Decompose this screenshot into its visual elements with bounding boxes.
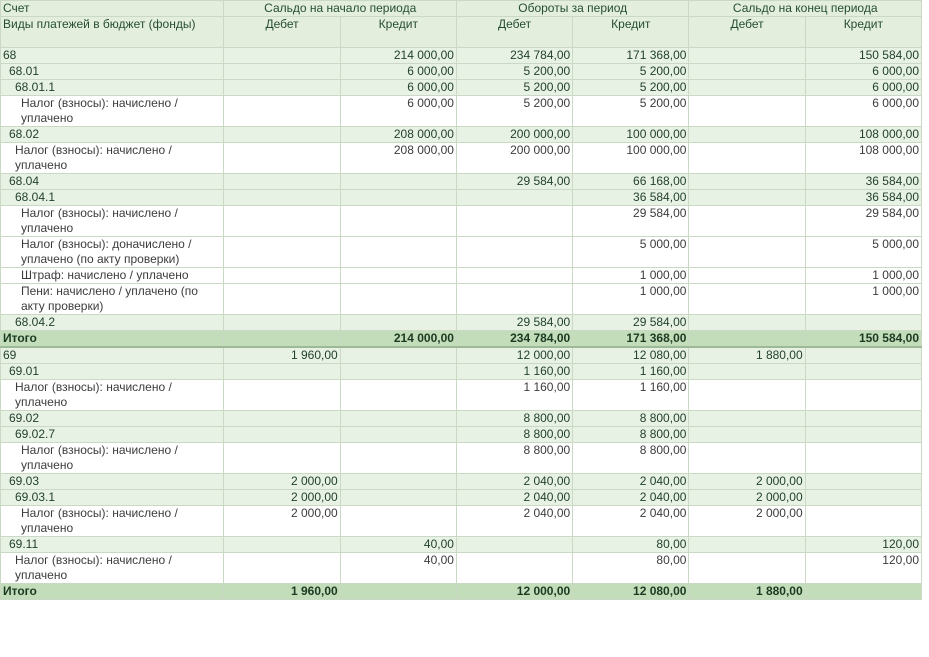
cell-turnover-debit: 12 000,00 [456,347,572,364]
account-row [1,190,922,206]
cell-closing-debit [689,268,805,284]
cell-opening-debit [224,427,340,443]
cell-opening-credit [340,584,456,600]
row-label: Налог (взносы): начислено / уплачено [1,553,224,584]
header-closing-balance: Сальдо на конец периода [689,1,922,17]
cell-opening-debit: 2 000,00 [224,490,340,506]
cell-opening-debit [224,190,340,206]
cell-turnover-debit: 5 200,00 [456,64,572,80]
account-row [1,315,922,331]
cell-closing-debit [689,96,805,127]
cell-opening-credit [340,347,456,364]
cell-opening-credit [340,411,456,427]
cell-opening-credit: 40,00 [340,553,456,584]
detail-row [1,143,922,174]
cell-opening-credit: 214 000,00 [340,48,456,64]
cell-closing-credit: 1 000,00 [805,284,921,315]
cell-turnover-credit: 29 584,00 [573,315,689,331]
cell-turnover-debit: 1 160,00 [456,364,572,380]
cell-turnover-debit: 2 040,00 [456,506,572,537]
header-turnover-credit: Кредит [573,17,689,48]
cell-closing-credit [805,427,921,443]
cell-closing-credit: 6 000,00 [805,96,921,127]
cell-turnover-credit: 12 080,00 [573,584,689,600]
account-row [1,174,922,190]
cell-closing-debit [689,443,805,474]
cell-opening-credit [340,284,456,315]
cell-turnover-credit: 5 000,00 [573,237,689,268]
cell-opening-debit [224,143,340,174]
cell-opening-credit: 214 000,00 [340,331,456,348]
cell-turnover-debit: 234 784,00 [456,331,572,348]
cell-opening-debit [224,64,340,80]
cell-closing-credit [805,490,921,506]
cell-closing-debit: 1 880,00 [689,347,805,364]
cell-opening-credit [340,474,456,490]
cell-closing-debit [689,80,805,96]
cell-closing-credit [805,315,921,331]
total-row [1,584,922,600]
row-label: Налог (взносы): начислено / уплачено [1,206,224,237]
cell-closing-credit: 120,00 [805,553,921,584]
row-label: 68.01.1 [1,80,224,96]
table-body [1,48,922,600]
cell-turnover-debit [456,206,572,237]
cell-opening-credit [340,506,456,537]
cell-opening-credit [340,206,456,237]
cell-opening-debit: 1 960,00 [224,347,340,364]
cell-turnover-debit [456,190,572,206]
cell-turnover-debit: 8 800,00 [456,427,572,443]
detail-row [1,268,922,284]
cell-turnover-debit [456,553,572,584]
cell-opening-credit: 40,00 [340,537,456,553]
row-label: Налог (взносы): начислено / уплачено [1,443,224,474]
cell-closing-debit [689,380,805,411]
cell-opening-credit [340,237,456,268]
cell-turnover-credit: 5 200,00 [573,96,689,127]
header-account: Счет [1,1,224,17]
row-label: 69.11 [1,537,224,553]
row-label: Налог (взносы): начислено / уплачено [1,96,224,127]
cell-turnover-credit: 1 160,00 [573,364,689,380]
row-label: Налог (взносы): доначислено / уплачено (по акту проверки) [1,237,224,268]
cell-closing-debit [689,127,805,143]
cell-closing-credit: 6 000,00 [805,64,921,80]
cell-closing-debit [689,206,805,237]
row-label: 69.02.7 [1,427,224,443]
cell-turnover-debit [456,237,572,268]
cell-closing-credit: 36 584,00 [805,174,921,190]
detail-row [1,443,922,474]
cell-turnover-debit: 29 584,00 [456,174,572,190]
cell-closing-credit [805,506,921,537]
cell-closing-credit: 150 584,00 [805,48,921,64]
cell-opening-debit [224,174,340,190]
cell-opening-debit [224,237,340,268]
cell-opening-credit [340,443,456,474]
cell-closing-debit: 2 000,00 [689,506,805,537]
header-row-1 [1,1,922,17]
cell-turnover-debit: 200 000,00 [456,127,572,143]
cell-turnover-credit: 80,00 [573,537,689,553]
row-label: 69.01 [1,364,224,380]
cell-turnover-credit: 1 000,00 [573,284,689,315]
cell-closing-credit: 108 000,00 [805,127,921,143]
detail-row [1,96,922,127]
cell-turnover-credit: 36 584,00 [573,190,689,206]
cell-turnover-credit: 171 368,00 [573,48,689,64]
row-label: 68.01 [1,64,224,80]
cell-opening-debit [224,315,340,331]
account-row [1,427,922,443]
account-row [1,347,922,364]
detail-row [1,506,922,537]
cell-turnover-debit: 5 200,00 [456,96,572,127]
cell-opening-debit [224,96,340,127]
account-row [1,80,922,96]
cell-turnover-credit: 80,00 [573,553,689,584]
cell-opening-debit [224,364,340,380]
cell-opening-debit [224,127,340,143]
cell-closing-debit: 1 880,00 [689,584,805,600]
cell-closing-credit [805,347,921,364]
cell-closing-credit: 36 584,00 [805,190,921,206]
total-row [1,331,922,348]
cell-turnover-credit: 8 800,00 [573,411,689,427]
row-label: 68 [1,48,224,64]
cell-closing-debit [689,553,805,584]
row-label: Штраф: начислено / уплачено [1,268,224,284]
detail-row [1,237,922,268]
header-turnover: Обороты за период [456,1,688,17]
row-label: 69.02 [1,411,224,427]
cell-closing-debit [689,331,805,348]
cell-closing-credit [805,364,921,380]
cell-closing-credit [805,474,921,490]
cell-opening-credit: 208 000,00 [340,127,456,143]
row-label: 68.04.2 [1,315,224,331]
cell-opening-debit: 1 960,00 [224,584,340,600]
cell-turnover-debit: 8 800,00 [456,411,572,427]
cell-closing-credit: 108 000,00 [805,143,921,174]
cell-turnover-debit [456,268,572,284]
cell-opening-debit [224,80,340,96]
account-row [1,411,922,427]
account-row [1,127,922,143]
cell-closing-debit [689,537,805,553]
cell-opening-credit [340,268,456,284]
cell-opening-debit [224,331,340,348]
cell-turnover-debit: 2 040,00 [456,474,572,490]
cell-turnover-debit: 8 800,00 [456,443,572,474]
account-row [1,64,922,80]
cell-closing-credit: 120,00 [805,537,921,553]
cell-opening-credit [340,315,456,331]
cell-closing-debit: 2 000,00 [689,490,805,506]
cell-turnover-debit [456,537,572,553]
row-label: Налог (взносы): начислено / уплачено [1,380,224,411]
cell-turnover-credit: 5 200,00 [573,64,689,80]
cell-opening-debit [224,48,340,64]
header-closing-debit: Дебет [689,17,805,48]
cell-opening-credit: 208 000,00 [340,143,456,174]
header-row-2 [1,17,922,48]
cell-closing-debit [689,174,805,190]
row-label: 69.03 [1,474,224,490]
cell-closing-credit: 1 000,00 [805,268,921,284]
cell-opening-credit: 6 000,00 [340,80,456,96]
account-row [1,537,922,553]
row-label: Итого [1,331,224,348]
cell-turnover-credit: 2 040,00 [573,506,689,537]
cell-closing-debit: 2 000,00 [689,474,805,490]
cell-opening-credit [340,190,456,206]
cell-opening-credit: 6 000,00 [340,64,456,80]
cell-turnover-debit: 1 160,00 [456,380,572,411]
account-row [1,48,922,64]
cell-closing-credit [805,380,921,411]
cell-turnover-credit: 100 000,00 [573,143,689,174]
detail-row [1,380,922,411]
header-turnover-debit: Дебет [456,17,572,48]
cell-closing-debit [689,364,805,380]
cell-closing-debit [689,411,805,427]
header-closing-credit: Кредит [805,17,921,48]
cell-opening-debit [224,443,340,474]
cell-opening-debit [224,380,340,411]
row-label: 68.04.1 [1,190,224,206]
cell-turnover-credit: 5 200,00 [573,80,689,96]
cell-turnover-credit: 66 168,00 [573,174,689,190]
header-opening-debit: Дебет [224,17,340,48]
row-label: Налог (взносы): начислено / уплачено [1,506,224,537]
cell-closing-debit [689,48,805,64]
cell-turnover-debit [456,284,572,315]
cell-turnover-debit: 200 000,00 [456,143,572,174]
cell-opening-debit [224,284,340,315]
detail-row [1,553,922,584]
row-label: 69.03.1 [1,490,224,506]
cell-closing-debit [689,237,805,268]
account-row [1,490,922,506]
row-label: Итого [1,584,224,600]
cell-opening-credit [340,174,456,190]
cell-opening-credit [340,380,456,411]
cell-closing-debit [689,284,805,315]
cell-opening-debit [224,206,340,237]
cell-opening-debit: 2 000,00 [224,506,340,537]
cell-closing-credit [805,411,921,427]
cell-turnover-credit: 29 584,00 [573,206,689,237]
cell-opening-debit [224,268,340,284]
row-label: Пени: начислено / уплачено (по акту проверки) [1,284,224,315]
cell-opening-debit [224,411,340,427]
cell-opening-debit [224,537,340,553]
cell-closing-debit [689,315,805,331]
cell-turnover-debit: 29 584,00 [456,315,572,331]
header-opening-balance: Сальдо на начало периода [224,1,456,17]
account-row [1,364,922,380]
header-opening-credit: Кредит [340,17,456,48]
cell-turnover-credit: 2 040,00 [573,490,689,506]
cell-turnover-credit: 8 800,00 [573,443,689,474]
cell-closing-debit [689,64,805,80]
cell-turnover-credit: 2 040,00 [573,474,689,490]
cell-closing-credit: 29 584,00 [805,206,921,237]
cell-closing-debit [689,190,805,206]
cell-closing-credit: 150 584,00 [805,331,921,348]
detail-row [1,206,922,237]
cell-turnover-credit: 100 000,00 [573,127,689,143]
cell-turnover-debit: 234 784,00 [456,48,572,64]
cell-opening-debit [224,553,340,584]
cell-closing-debit [689,143,805,174]
cell-opening-credit [340,490,456,506]
cell-opening-credit [340,364,456,380]
cell-turnover-credit: 8 800,00 [573,427,689,443]
cell-turnover-credit: 1 160,00 [573,380,689,411]
row-label: 68.02 [1,127,224,143]
cell-turnover-debit: 12 000,00 [456,584,572,600]
cell-closing-credit: 6 000,00 [805,80,921,96]
cell-closing-credit [805,584,921,600]
cell-opening-credit [340,427,456,443]
cell-opening-credit: 6 000,00 [340,96,456,127]
row-label: 68.04 [1,174,224,190]
cell-turnover-debit: 2 040,00 [456,490,572,506]
row-label: Налог (взносы): начислено / уплачено [1,143,224,174]
cell-opening-debit: 2 000,00 [224,474,340,490]
cell-closing-debit [689,427,805,443]
row-label: 69 [1,347,224,364]
cell-turnover-debit: 5 200,00 [456,80,572,96]
cell-turnover-credit: 171 368,00 [573,331,689,348]
cell-turnover-credit: 12 080,00 [573,347,689,364]
cell-closing-credit: 5 000,00 [805,237,921,268]
detail-row [1,284,922,315]
header-subaccount: Виды платежей в бюджет (фонды) [1,17,224,48]
account-row [1,474,922,490]
cell-closing-credit [805,443,921,474]
cell-turnover-credit: 1 000,00 [573,268,689,284]
